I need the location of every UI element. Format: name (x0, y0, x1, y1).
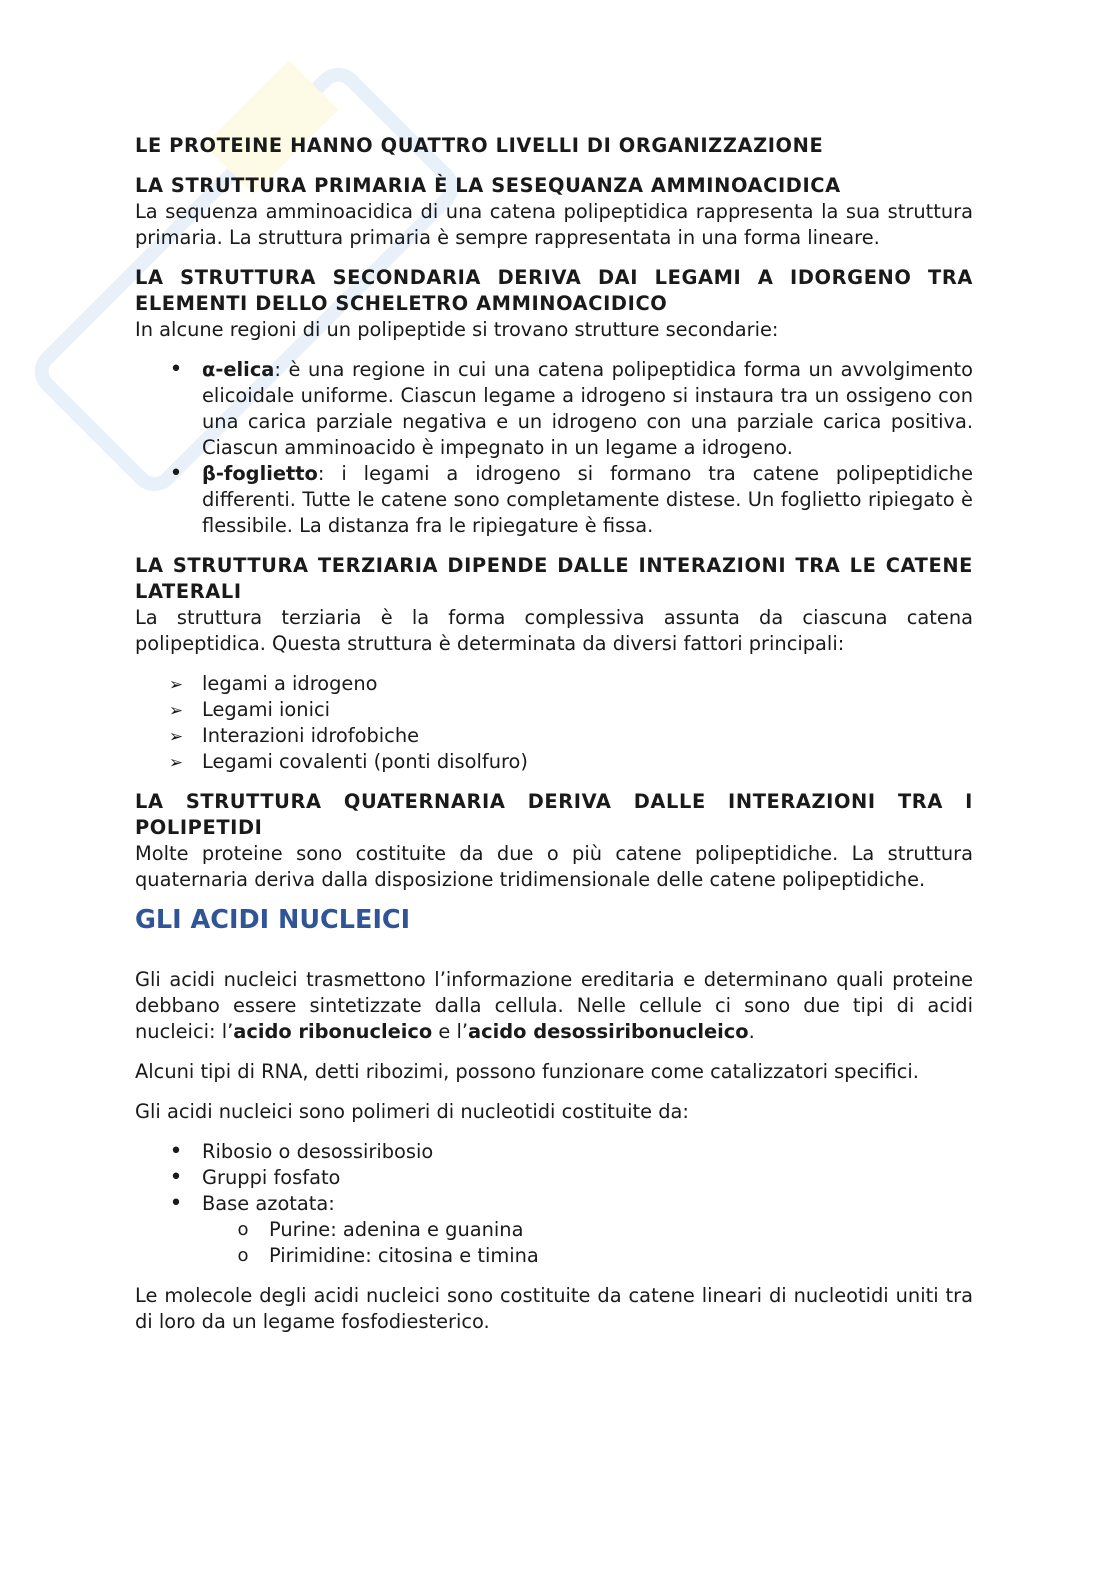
list-item-text: legami a idrogeno (202, 672, 378, 695)
tertiary-text: La struttura terziaria è la forma complessiva assunta da ciascuna catena polipeptidica. Questa struttura è determinata da diversi fattori principali: (135, 606, 973, 655)
sublist-item (135, 1217, 973, 1243)
bullet-icon (166, 461, 186, 487)
definition: : i legami a idrogeno si formano tra catene polipeptidiche differenti. Tutte le catene sono completamente distese. Un foglietto ripiegato è flessibile. La distanza fra le ripiegature è fissa. (202, 462, 973, 537)
primary-heading: LA STRUTTURA PRIMARIA È LA SESEQUANZA AMMINOACIDICA (135, 174, 841, 197)
list-item-text: Legami ionici (202, 698, 330, 721)
nucleic-paragraph-1: Gli acidi nucleici trasmettono l’informazione ereditaria e determinano quali proteine debbano essere sintetizzate dalla cellula. Nelle cellule ci sono due tipi di acidi nucleici: l’acido ribonucleico e l’acido desossiribonucleico. (135, 968, 973, 1043)
bullet-icon (166, 357, 186, 383)
sublist-item-text: Purine: adenina e guanina (269, 1218, 524, 1241)
list-item (135, 357, 973, 461)
term: acido desossiribonucleico (468, 1020, 749, 1043)
sublist-item-text: Pirimidine: citosina e timina (269, 1244, 539, 1267)
main-heading: LE PROTEINE HANNO QUATTRO LIVELLI DI ORGANIZZAZIONE (135, 134, 824, 157)
list-item (135, 1191, 973, 1217)
arrow-bullet-icon (166, 697, 186, 724)
list-item-text: Base azotata: (202, 1192, 335, 1215)
tertiary-list (135, 671, 973, 775)
list-item-text: Legami covalenti (ponti disolfuro) (202, 750, 528, 773)
bullet-icon (166, 1165, 186, 1191)
secondary-list (135, 357, 973, 539)
nucleic-paragraph-4: Le molecole degli acidi nucleici sono costituite da catene lineari di nucleotidi uniti tra di loro da un legame fosfodiesterico. (135, 1284, 973, 1333)
circle-bullet-icon: o (237, 1245, 249, 1266)
bullet-icon (166, 1191, 186, 1217)
term: α-elica (202, 358, 275, 381)
secondary-intro: In alcune regioni di un polipeptide si trovano strutture secondarie: (135, 318, 779, 341)
term: acido ribonucleico (233, 1020, 433, 1043)
primary-text: La sequenza amminoacidica di una catena polipeptidica rappresenta la sua struttura primaria. La struttura primaria è sempre rappresentata in una forma lineare. (135, 200, 973, 249)
secondary-heading: LA STRUTTURA SECONDARIA DERIVA DAI LEGAMI A IDORGENO TRA ELEMENTI DELLO SCHELETRO AMMINOACIDICO (135, 266, 973, 315)
bullet-icon (166, 1139, 186, 1165)
nucleic-paragraph-2: Alcuni tipi di RNA, detti ribozimi, possono funzionare come catalizzatori specifici. (135, 1060, 919, 1083)
list-item (135, 749, 973, 775)
quaternary-text: Molte proteine sono costituite da due o più catene polipeptidiche. La struttura quaternaria deriva dalla disposizione tridimensionale delle catene polipeptidiche. (135, 842, 973, 891)
arrow-bullet-icon (166, 723, 186, 750)
list-item-text: Gruppi fosfato (202, 1166, 341, 1189)
list-item (135, 1139, 973, 1165)
nucleic-list (135, 1139, 973, 1217)
sublist-item (135, 1243, 973, 1269)
definition: : è una regione in cui una catena polipeptidica forma un avvolgimento elicoidale uniforme. Ciascun legame a idrogeno si instaura tra un ossigeno con una carica parziale negativa e un idrogeno con una parziale carica positiva. Ciascun amminoacido è impegnato in un legame a idrogeno. (202, 358, 973, 459)
list-item-text: Ribosio o desossiribosio (202, 1140, 434, 1163)
tertiary-heading: LA STRUTTURA TERZIARIA DIPENDE DALLE INTERAZIONI TRA LE CATENE LATERALI (135, 554, 973, 603)
list-item (135, 697, 973, 723)
list-item (135, 723, 973, 749)
list-item-text: Interazioni idrofobiche (202, 724, 420, 747)
nucleic-sublist (135, 1217, 973, 1269)
document-body (135, 133, 973, 1335)
list-item (135, 1165, 973, 1191)
list-item (135, 461, 973, 539)
circle-bullet-icon: o (237, 1219, 249, 1240)
quaternary-heading: LA STRUTTURA QUATERNARIA DERIVA DALLE INTERAZIONI TRA I POLIPETIDI (135, 790, 973, 839)
arrow-bullet-icon (166, 671, 186, 698)
list-item (135, 671, 973, 697)
arrow-bullet-icon (166, 749, 186, 776)
section-title: GLI ACIDI NUCLEICI (135, 905, 411, 935)
nucleic-paragraph-3: Gli acidi nucleici sono polimeri di nucleotidi costituite da: (135, 1100, 689, 1123)
term: β-foglietto (202, 462, 318, 485)
